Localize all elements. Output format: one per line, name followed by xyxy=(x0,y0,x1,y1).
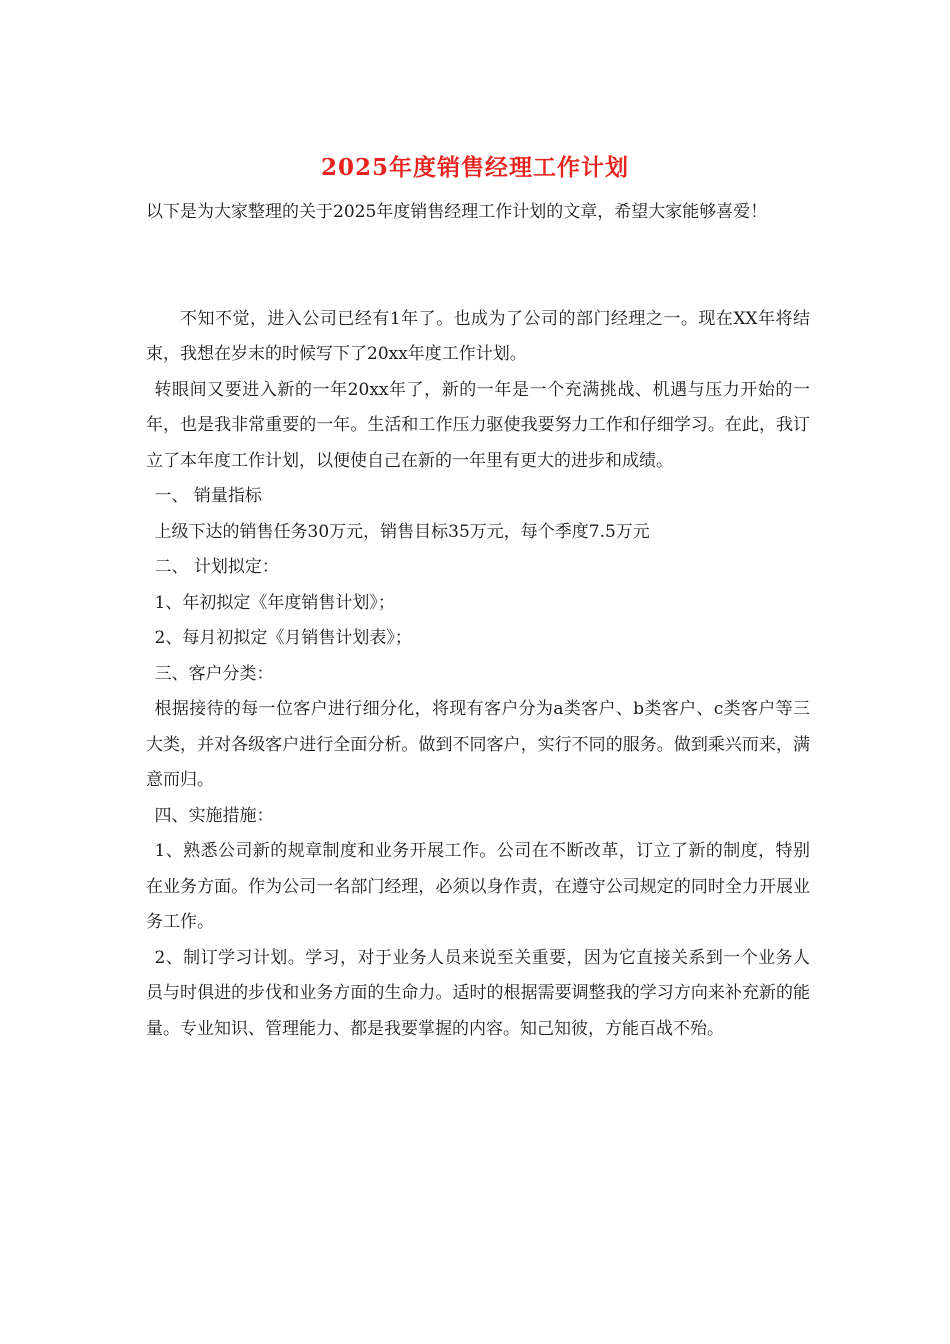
plan-item-1: 1、年初拟定《年度销售计划》； xyxy=(154,592,395,613)
document-title: 2025年度销售经理工作计划 xyxy=(320,154,629,181)
section-heading-plan: 二、 计划拟定： xyxy=(154,557,279,577)
context-paragraph: 转眼间又要进入新的一年20xx年了，新的一年是一个充满挑战、机遇与压力开始的一年，也是我非常重要的一年。生活和工作压力驱使我要努力工作和仔细学习。在此，我订立了本年度工作计划，以便使自己在新的一年里有更大的进步和成绩。 xyxy=(146,379,810,471)
measure-item-2: 2、制订学习计划。学习，对于业务人员来说至关重要，因为它直接关系到一个业务人员与时俱进的步伐和业务方面的生命力。适时的根据需要调整我的学习方向来补充新的能量。专业知识、管理能力、都是我要掌握的内容。知己知彼，方能百战不殆。 xyxy=(146,947,810,1039)
section-heading-customers: 三、客户分类： xyxy=(154,663,274,684)
plan-item-2: 2、每月初拟定《月销售计划表》； xyxy=(154,628,412,648)
section-heading-measures: 四、实施措施： xyxy=(154,805,274,826)
blank-line xyxy=(146,231,810,302)
customers-paragraph: 根据接待的每一位客户进行细分化，将现有客户分为a类客户、b类客户、c类客户等三大类，并对各级客户进行全面分析。做到不同客户，实行不同的服务。做到乘兴而来，满意而归。 xyxy=(146,699,810,790)
intro-paragraph: 以下是为大家整理的关于2025年度销售经理工作计划的文章，希望大家能够喜爱！ xyxy=(146,202,768,222)
sales-target-paragraph: 上级下达的销售任务30万元，销售目标35万元，每个季度7.5万元 xyxy=(154,521,650,542)
document-body xyxy=(146,195,810,1047)
opening-paragraph: 不知不觉，进入公司已经有1年了。也成为了公司的部门经理之一。现在XX年将结束，我想在岁末的时候写下了20xx年度工作计划。 xyxy=(146,308,810,364)
section-heading-sales-target: 一、 销量指标 xyxy=(154,486,262,506)
measure-item-1: 1、熟悉公司新的规章制度和业务开展工作。公司在不断改革，订立了新的制度，特别在业务方面。作为公司一名部门经理，必须以身作责，在遵守公司规定的同时全力开展业务工作。 xyxy=(146,841,810,932)
